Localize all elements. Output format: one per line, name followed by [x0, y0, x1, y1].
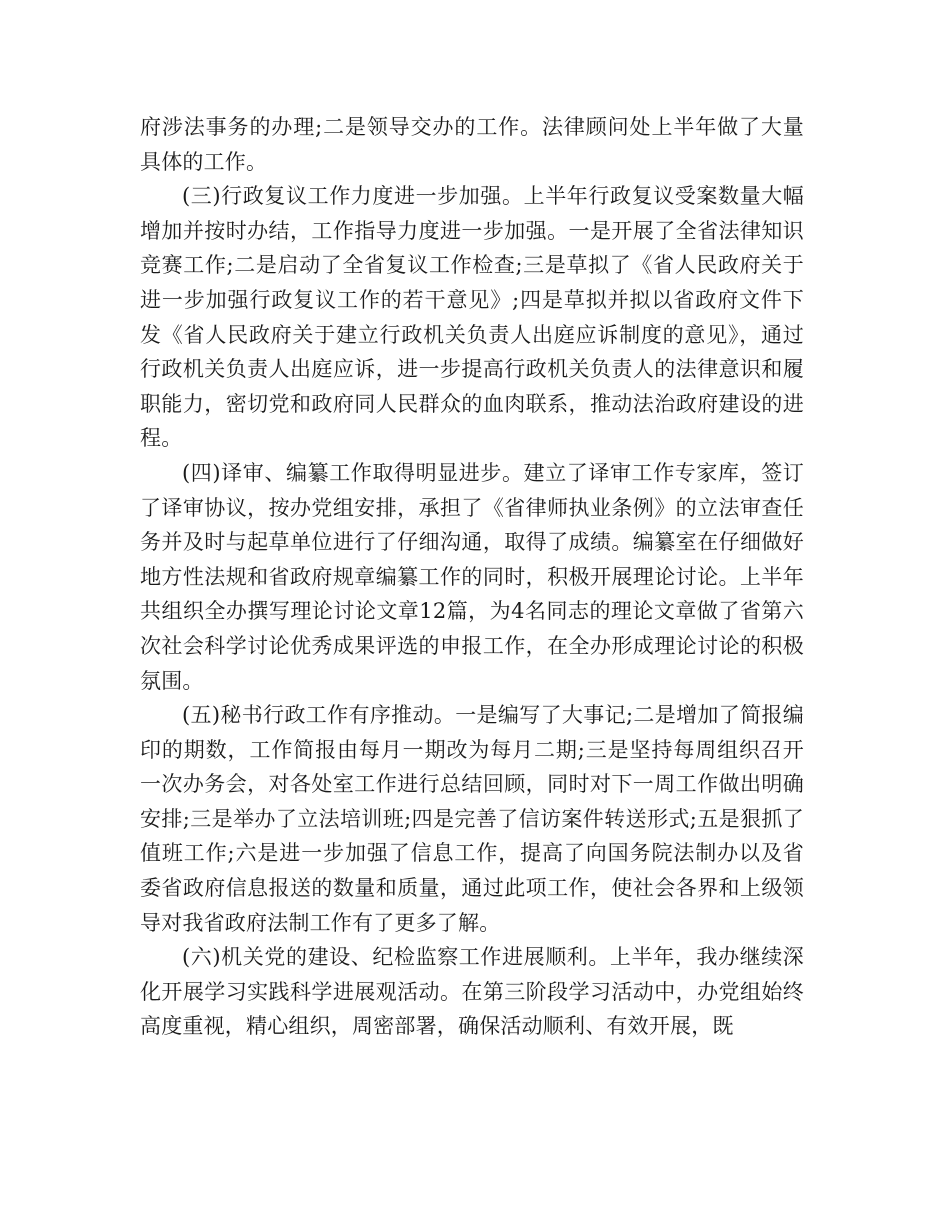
- document-body: [140, 110, 804, 1044]
- paragraph-admin-review: (三)行政复议工作力度进一步加强。上半年行政复议受案数量大幅增加并按时办结，工作指导力度进一步加强。一是开展了全省法律知识竞赛工作;二是启动了全省复议工作检查;三是草拟了《省人民政府关于进一步加强行政复议工作的若干意见》;四是草拟并拟以省政府文件下发《省人民政府关于建立行政机关负责人出庭应诉制度的意见》，通过行政机关负责人出庭应诉，进一步提高行政机关负责人的法律意识和履职能力，密切党和政府同人民群众的血肉联系，推动法治政府建设的进程。: [140, 184, 804, 451]
- paragraph-translation-compilation: (四)译审、编纂工作取得明显进步。建立了译审工作专家库，签订了译审协议，按办党组安排，承担了《省律师执业条例》的立法审查任务并及时与起草单位进行了仔细沟通，取得了成绩。编纂室在仔细做好地方性法规和省政府规章编纂工作的同时，积极开展理论讨论。上半年共组织全办撰写理论讨论文章12篇，为4名同志的理论文章做了省第六次社会科学讨论优秀成果评选的申报工作，在全办形成理论讨论的积极氛围。: [140, 460, 804, 693]
- paragraph-secretarial-admin: (五)秘书行政工作有序推动。一是编写了大事记;二是增加了简报编印的期数，工作简报由每月一期改为每月二期;三是坚持每周组织召开一次办务会，对各处室工作进行总结回顾，同时对下一周工作做出明确安排;三是举办了立法培训班;四是完善了信访案件转送形式;五是狠抓了值班工作;六是进一步加强了信息工作，提高了向国务院法制办以及省委省政府信息报送的数量和质量，通过此项工作，使社会各界和上级领导对我省政府法制工作有了更多了解。: [140, 703, 804, 935]
- paragraph-continuation: 府涉法事务的办理;二是领导交办的工作。法律顾问处上半年做了大量具体的工作。: [140, 115, 804, 174]
- paragraph-party-building: (六)机关党的建设、纪检监察工作进展顺利。上半年，我办继续深化开展学习实践科学进展观活动。在第三阶段学习活动中，办党组始终高度重视，精心组织，周密部署，确保活动顺利、有效开展，既: [140, 945, 804, 1039]
